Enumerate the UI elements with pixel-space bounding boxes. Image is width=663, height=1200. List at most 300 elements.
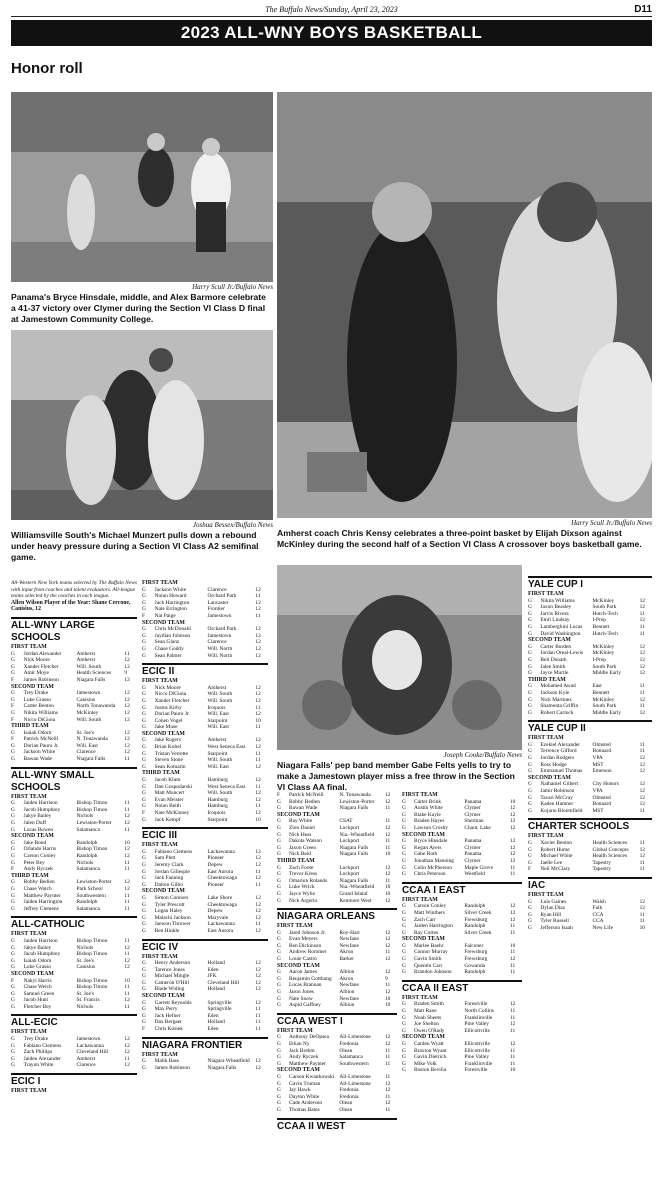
- player-school: Nichols: [76, 813, 94, 820]
- player-position: G: [142, 966, 146, 973]
- player-year: 12: [639, 670, 645, 677]
- player-row: [277, 1002, 397, 1009]
- player-year: 10: [509, 942, 516, 949]
- player-school: Will. North: [207, 652, 233, 659]
- photo-credit: Joseph Cooke/Buffalo News: [443, 751, 522, 759]
- player-school: N. Tonawanda: [339, 792, 371, 798]
- player-school: Fredonia: [339, 1087, 359, 1094]
- player-school: Randolph: [76, 839, 98, 846]
- player-row: [11, 827, 137, 834]
- player-row: [528, 748, 652, 755]
- player-position: F: [142, 612, 145, 619]
- player-row: [402, 910, 522, 917]
- player-school: Bishop Timon: [76, 977, 108, 984]
- player-school: West Seneca East: [207, 783, 246, 790]
- player-row: [402, 1001, 522, 1008]
- team-label: FIRST TEAM: [11, 643, 47, 650]
- player-position: G: [142, 894, 146, 901]
- player-name: Jefferson Isaah: [540, 924, 573, 931]
- player-position: G: [277, 1087, 281, 1094]
- player-row: [142, 921, 268, 928]
- player-row: [402, 1048, 522, 1055]
- section-heading: ALL-WNY SMALL SCHOOLS: [11, 767, 137, 794]
- player-year: 12: [384, 1080, 391, 1087]
- player-position: G: [142, 1006, 146, 1013]
- player-year: 10: [384, 1002, 391, 1009]
- player-year: 12: [509, 805, 516, 812]
- player-position: G: [528, 683, 532, 690]
- player-school: South Park: [592, 604, 617, 611]
- player-name: Sean Palmer: [154, 652, 182, 659]
- player-school: All-Limestone: [339, 1073, 371, 1080]
- player-row: [11, 820, 137, 827]
- player-school: Newfane: [339, 936, 359, 943]
- player-year: 12: [255, 691, 261, 698]
- player-school: Bishop Timon: [76, 806, 108, 813]
- team-label: SECOND TEAM: [142, 993, 185, 1000]
- player-position: G: [11, 951, 15, 958]
- player-name: Jacob Humphrey: [23, 951, 61, 958]
- player-name: Luis Gaines: [540, 898, 567, 905]
- player-year: 12: [384, 1087, 391, 1094]
- player-position: G: [142, 744, 146, 751]
- player-name: Jordan Gillespie: [154, 868, 190, 875]
- player-year: 10: [255, 816, 261, 823]
- player-school: N. Tonawanda: [76, 736, 108, 743]
- player-year: 12: [384, 936, 391, 943]
- player-row: [402, 963, 522, 970]
- section-heading: ECIC II: [142, 663, 268, 678]
- player-year: 11: [255, 921, 261, 928]
- player-year: 10: [384, 995, 391, 1002]
- player-row: [277, 936, 397, 943]
- player-name: Omarion Rolands: [289, 877, 328, 884]
- player-position: G: [142, 652, 146, 659]
- player-name: Sam Plett: [154, 855, 176, 862]
- player-year: 12: [255, 848, 261, 855]
- player-row: [528, 703, 652, 710]
- player-position: G: [528, 911, 532, 918]
- team-label: FIRST TEAM: [402, 792, 438, 798]
- player-position: G: [528, 801, 532, 808]
- player-name: David Washington: [540, 630, 581, 637]
- player-year: 12: [255, 697, 261, 704]
- player-school: Will. South: [207, 757, 233, 764]
- player-row: [402, 871, 522, 878]
- section-heading: ECIC I: [11, 1073, 137, 1088]
- player-position: G: [277, 838, 281, 845]
- player-year: 12: [255, 796, 261, 803]
- player-school: Depew: [207, 908, 223, 915]
- player-year: 12: [255, 960, 261, 967]
- player-school: Cleveland Hill: [76, 1049, 109, 1056]
- player-row: [11, 710, 137, 717]
- player-row: [142, 1065, 268, 1072]
- player-year: 11: [384, 818, 391, 825]
- player-school: Albion: [339, 989, 355, 996]
- player-row: [528, 860, 652, 867]
- player-name: Evan Meyers: [289, 936, 318, 943]
- player-row: [528, 690, 652, 697]
- player-row: [142, 757, 268, 764]
- player-year: 12: [639, 898, 645, 905]
- player-year: 11: [384, 1073, 391, 1080]
- player-position: G: [142, 1058, 146, 1065]
- player-name: Jay Hawk: [289, 1087, 311, 1094]
- player-name: Quentin Carr: [414, 962, 443, 969]
- player-school: Albion: [339, 969, 355, 976]
- player-row: [11, 938, 137, 945]
- player-name: Emil Lindsay: [540, 617, 570, 624]
- player-name: Boston Bevilia: [414, 1067, 447, 1074]
- player-year: 12: [384, 824, 391, 831]
- player-position: G: [402, 805, 406, 812]
- player-year: 12: [255, 979, 261, 986]
- player-year: 12: [509, 909, 516, 916]
- player-school: All-Limestone: [339, 1080, 371, 1087]
- player-position: G: [142, 901, 146, 908]
- page-header: [11, 3, 652, 17]
- player-year: 11: [639, 741, 645, 748]
- player-school: Jamestown: [76, 690, 101, 697]
- player-position: G: [277, 1002, 281, 1009]
- player-name: James Robinson: [154, 1064, 190, 1071]
- player-school: Holland: [207, 960, 225, 967]
- player-row: [277, 976, 397, 983]
- player-position: G: [528, 689, 532, 696]
- player-year: 12: [639, 696, 645, 703]
- player-school: West Seneca East: [207, 744, 246, 751]
- player-school: Starpoint: [207, 750, 228, 757]
- player-row: [528, 840, 652, 847]
- player-row: [142, 928, 268, 935]
- player-name: Fabiano Clemens: [23, 1042, 62, 1049]
- player-school: Hamburg: [207, 796, 228, 803]
- player-row: [11, 1043, 137, 1050]
- player-school: Amherst: [76, 650, 96, 657]
- player-school: Randolph: [464, 903, 486, 910]
- player-row: [142, 960, 268, 967]
- player-name: Luke Grasso: [23, 696, 51, 703]
- player-year: 10: [384, 884, 391, 891]
- player-row: [142, 1006, 268, 1013]
- player-position: G: [528, 604, 532, 611]
- player-school: Newfane: [339, 942, 359, 949]
- player-school: Nia.-Wheatfield: [339, 884, 375, 891]
- player-position: G: [142, 986, 146, 993]
- player-position: G: [11, 690, 15, 697]
- player-name: Jaiden Harrison: [23, 800, 58, 807]
- player-year: 12: [384, 929, 391, 936]
- player-school: Sherman: [464, 818, 484, 825]
- player-row: [528, 788, 652, 795]
- player-position: F: [528, 866, 531, 873]
- player-year: 12: [639, 597, 645, 604]
- player-position: G: [402, 1008, 406, 1015]
- player-school: Amherst: [76, 1055, 96, 1062]
- player-school: Niagara Falls: [207, 1064, 237, 1071]
- player-name: Bawan Wade: [289, 805, 318, 812]
- player-row: [142, 613, 268, 620]
- player-row: [528, 598, 652, 605]
- player-position: G: [142, 796, 146, 803]
- player-name: Shamonta Griffin: [540, 703, 579, 710]
- player-position: G: [528, 630, 532, 637]
- player-row: [142, 737, 268, 744]
- player-year: 11: [124, 866, 130, 873]
- player-position: G: [528, 859, 532, 866]
- player-row: [528, 631, 652, 638]
- player-year: 12: [124, 696, 130, 703]
- player-position: G: [142, 724, 146, 731]
- player-school: Bonnard: [592, 748, 612, 755]
- player-name: Nate Snow: [289, 995, 313, 1002]
- player-row: [277, 1061, 397, 1068]
- player-position: G: [277, 949, 281, 956]
- player-school: Clarence: [207, 639, 227, 646]
- player-year: 11: [255, 1012, 261, 1019]
- player-school: Lockport: [339, 864, 360, 871]
- player-name: Matthew Paynter: [23, 892, 61, 899]
- player-school: New Life: [592, 924, 613, 931]
- player-year: 12: [255, 986, 261, 993]
- player-name: Tyler Prescott: [154, 901, 185, 908]
- player-name: Jayce Murtle: [540, 670, 569, 677]
- player-row: [277, 871, 397, 878]
- player-school: Nichols: [76, 944, 94, 951]
- player-school: Hutch-Tech: [592, 610, 618, 617]
- player-row: [402, 1008, 522, 1015]
- player-year: 11: [255, 783, 261, 790]
- player-row: [11, 657, 137, 664]
- player-school: Kenmore West: [339, 897, 372, 904]
- player-year: 12: [255, 855, 261, 862]
- player-position: G: [11, 742, 15, 749]
- player-name: Thomas Bates: [289, 1106, 320, 1113]
- player-school: North Tonawanda: [76, 703, 116, 710]
- team-label: SECOND TEAM: [528, 774, 571, 781]
- player-name: Matt Muncert: [154, 790, 185, 797]
- player-position: G: [142, 632, 146, 639]
- player-position: G: [11, 990, 15, 997]
- player-school: McKinley: [592, 696, 615, 703]
- player-row: [402, 1041, 522, 1048]
- player-school: Eden: [207, 966, 219, 973]
- player-position: G: [277, 1047, 281, 1054]
- player-school: McKinley: [592, 643, 615, 650]
- player-year: 12: [255, 1058, 261, 1065]
- player-row: [277, 792, 397, 799]
- player-name: Marlee Baehr: [414, 942, 444, 949]
- player-year: 11: [255, 881, 261, 888]
- player-name: Nicco DiGioia: [154, 691, 187, 698]
- player-position: G: [528, 597, 532, 604]
- player-year: 12: [124, 749, 130, 756]
- player-year: 10: [384, 890, 391, 897]
- player-position: F: [142, 1026, 145, 1033]
- player-name: Jaiden Harrington: [23, 899, 63, 906]
- player-school: Westfield: [464, 871, 485, 878]
- player-position: G: [142, 763, 146, 770]
- player-name: Evan Meister: [154, 796, 184, 803]
- player-position: G: [277, 798, 281, 805]
- player-school: Ellicottville: [464, 1047, 490, 1054]
- player-position: G: [528, 696, 532, 703]
- player-school: Niagara Falls: [339, 844, 369, 851]
- player-row: [528, 683, 652, 690]
- player-name: Jackson White: [154, 586, 187, 593]
- player-school: Middle Early: [592, 670, 622, 677]
- player-row: [142, 855, 268, 862]
- player-school: Health Sciences: [76, 670, 112, 677]
- player-school: Cheektowaga: [207, 875, 237, 882]
- player-position: G: [11, 806, 15, 813]
- player-row: [11, 984, 137, 991]
- player-name: Luke Wrick: [289, 884, 315, 891]
- player-year: 11: [639, 840, 645, 846]
- player-position: G: [142, 927, 146, 934]
- player-school: Silver Creek: [464, 929, 492, 936]
- player-school: Bennett: [592, 623, 610, 630]
- player-position: G: [277, 982, 281, 989]
- player-name: Colin McPherson: [414, 864, 452, 871]
- player-row: [277, 838, 397, 845]
- team-label: SECOND TEAM: [142, 730, 185, 737]
- player-year: 11: [255, 757, 261, 764]
- player-school: Lancaster: [207, 599, 229, 606]
- player-year: 12: [124, 676, 130, 683]
- player-year: 12: [124, 820, 130, 827]
- player-row: [528, 650, 652, 657]
- player-position: G: [142, 803, 146, 810]
- player-year: 12: [639, 768, 645, 775]
- player-position: G: [402, 1014, 406, 1021]
- roster-column-4: [402, 792, 522, 1190]
- player-school: Frewsburg: [464, 949, 488, 956]
- player-year: 12: [255, 875, 261, 882]
- player-name: James Robinson: [23, 676, 59, 683]
- player-position: G: [277, 831, 281, 838]
- player-name: Austin White: [414, 805, 443, 812]
- player-row: [277, 1048, 397, 1055]
- player-position: G: [277, 818, 281, 825]
- player-school: Lockport: [339, 824, 360, 831]
- intro-note: All-Western New York teams selected by The Buffalo News with input from coaches and talent evaluators. All-league teams selected by the coaches in each league.: [11, 580, 137, 600]
- player-position: G: [142, 914, 146, 921]
- player-row: [402, 805, 522, 812]
- player-row: [11, 945, 137, 952]
- player-row: [142, 1013, 268, 1020]
- team-label: FIRST TEAM: [402, 994, 438, 1001]
- player-row: [528, 795, 652, 802]
- player-year: 11: [384, 838, 391, 845]
- player-year: 12: [384, 798, 391, 805]
- player-year: 10: [509, 798, 516, 805]
- player-school: Clarence: [207, 586, 227, 593]
- player-position: F: [11, 977, 14, 984]
- player-name: Michael White: [540, 853, 573, 860]
- player-school: Olmsted: [592, 741, 611, 748]
- team-label: FIRST TEAM: [11, 1088, 47, 1095]
- player-row: [142, 691, 268, 698]
- player-row: [142, 724, 268, 731]
- player-position: G: [277, 871, 281, 878]
- player-row: [11, 730, 137, 737]
- player-row: [142, 711, 268, 718]
- player-year: 11: [509, 1060, 516, 1067]
- team-label: FIRST TEAM: [142, 1051, 178, 1058]
- player-position: F: [277, 792, 280, 798]
- player-row: [11, 807, 137, 814]
- player-name: Cade Anderson: [289, 1100, 323, 1107]
- player-position: G: [277, 844, 281, 851]
- player-row: [11, 886, 137, 893]
- team-label: FIRST TEAM: [11, 1029, 47, 1036]
- player-year: 11: [124, 951, 130, 958]
- player-name: Kojunn Bloomfield: [540, 807, 583, 814]
- player-year: 12: [384, 989, 391, 996]
- player-position: G: [528, 853, 532, 860]
- player-row: [277, 845, 397, 852]
- player-row: [142, 875, 268, 882]
- player-name: Jackson White: [23, 749, 56, 756]
- player-position: G: [528, 768, 532, 775]
- player-name: Joe Shelton: [414, 1021, 440, 1028]
- player-name: Mike Volk: [414, 1060, 437, 1067]
- player-row: [402, 956, 522, 963]
- player-year: 11: [509, 871, 516, 878]
- roster-column-3: [277, 792, 397, 1190]
- player-name: Ross Hodge: [540, 761, 567, 768]
- player-year: 12: [509, 916, 516, 923]
- player-position: G: [11, 663, 15, 670]
- player-school: Tapestry: [592, 859, 611, 866]
- player-year: 12: [384, 969, 391, 976]
- player-school: Salamanca: [76, 826, 100, 833]
- player-year: 11: [124, 1055, 130, 1062]
- player-name: Xavier Benton: [540, 840, 572, 846]
- player-year: 12: [124, 813, 130, 820]
- player-name: Jamir Robinson: [540, 788, 575, 795]
- player-year: 10: [384, 851, 391, 858]
- player-row: [277, 943, 397, 950]
- player-row: [11, 1004, 137, 1011]
- player-year: 11: [509, 929, 516, 936]
- player-row: [11, 717, 137, 724]
- player-school: Niagara Wheatfield: [207, 1058, 250, 1065]
- player-row: [142, 1000, 268, 1007]
- player-year: 12: [124, 703, 130, 710]
- player-position: G: [142, 750, 146, 757]
- player-position: G: [277, 824, 281, 831]
- player-name: Gabe Roth: [414, 851, 438, 858]
- player-position: F: [11, 703, 14, 710]
- player-name: Andrew Rommer: [289, 949, 327, 956]
- player-year: 12: [255, 711, 261, 718]
- team-label: SECOND TEAM: [402, 936, 445, 943]
- player-position: G: [402, 1047, 406, 1054]
- player-year: 11: [255, 750, 261, 757]
- player-name: Nate Errington: [154, 606, 187, 613]
- player-school: All-Limestone: [339, 1034, 371, 1041]
- player-year: 11: [639, 748, 645, 755]
- player-year: 12: [124, 663, 130, 670]
- team-label: SECOND TEAM: [402, 1034, 445, 1041]
- player-position: G: [142, 868, 146, 875]
- player-position: G: [142, 790, 146, 797]
- player-position: G: [402, 956, 406, 963]
- player-row: [142, 718, 268, 725]
